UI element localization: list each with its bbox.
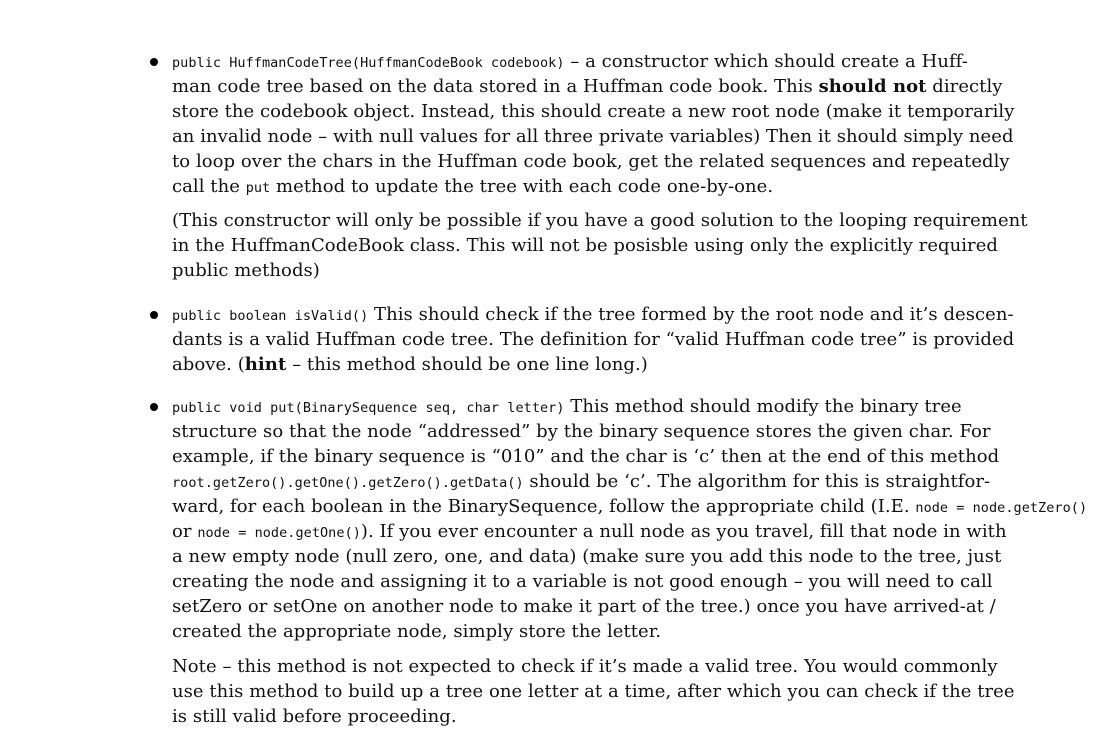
- line: to loop over the chars in the Huffman code book, get the related sequences and repeatedly: [172, 151, 1010, 172]
- line: use this method to build up a tree one letter at a time, after which you can check if the tree: [172, 681, 1015, 702]
- code-node-getzero: node = node.getZero(): [915, 500, 1088, 516]
- line: structure so that the node “addressed” by the binary sequence stores the given char. For: [172, 421, 991, 442]
- line: dants is a valid Huffman code tree. The definition for “valid Huffman code tree” is provided: [172, 329, 1015, 350]
- line: a new empty node (null zero, one, and data) (make sure you add this node to the tree, just: [172, 546, 1002, 567]
- line: is still valid before proceeding.: [172, 706, 457, 727]
- line: public methods): [172, 260, 320, 281]
- line: creating the node and assigning it to a variable is not good enough – you will need to call: [172, 571, 993, 592]
- line: setZero or setOne on another node to make it part of the tree.) once you have arrived-at /: [172, 596, 996, 617]
- line: (This constructor will only be possible if you have a good solution to the looping requirement: [172, 210, 1028, 231]
- line: store the codebook object. Instead, this should create a new root node (make it temporarily: [172, 101, 1015, 122]
- line: above. (hint – this method should be one line long.): [172, 354, 648, 375]
- line: public boolean isValid() This should check if the tree formed by the root node and it’s descen-: [172, 304, 1014, 325]
- bullet-icon: [150, 311, 158, 319]
- bullet-icon: [150, 403, 158, 411]
- line: root.getZero().getOne().getZero().getData() should be ‘c’. The algorithm for this is straightfor-: [172, 471, 991, 492]
- line: public void put(BinarySequence seq, char letter) This method should modify the binary tree: [172, 396, 962, 417]
- line: or node = node.getOne()). If you ever encounter a null node as you travel, fill that node in with: [172, 521, 1007, 542]
- line: created the appropriate node, simply store the letter.: [172, 621, 662, 642]
- code-isvalid-signature: public boolean isValid(): [172, 308, 369, 324]
- line: an invalid node – with null values for all three private variables) Then it should simply need: [172, 126, 1014, 147]
- code-put-signature: public void put(BinarySequence seq, char letter): [172, 400, 565, 416]
- line: ward, for each boolean in the BinarySequence, follow the appropriate child (I.E. node = node.getZero(): [172, 496, 1088, 517]
- line: Note – this method is not expected to check if it’s made a valid tree. You would commonly: [172, 656, 998, 677]
- code-constructor-signature: public HuffmanCodeTree(HuffmanCodeBook codebook): [172, 55, 565, 71]
- line: example, if the binary sequence is “010” and the char is ‘c’ then at the end of this method: [172, 446, 1000, 467]
- code-node-getone: node = node.getOne(): [197, 525, 361, 541]
- code-put: put: [245, 180, 271, 196]
- line: man code tree based on the data stored in a Huffman code book. This should not directly: [172, 76, 1003, 97]
- code-getdata-chain: root.getZero().getOne().getZero().getData(): [172, 475, 524, 491]
- line: public HuffmanCodeTree(HuffmanCodeBook codebook) – a constructor which should create a Huff-: [172, 51, 968, 72]
- line: call the put method to update the tree with each code one-by-one.: [172, 176, 774, 197]
- line: in the HuffmanCodeBook class. This will not be posisble using only the explicitly required: [172, 235, 998, 256]
- bullet-icon: [150, 58, 158, 66]
